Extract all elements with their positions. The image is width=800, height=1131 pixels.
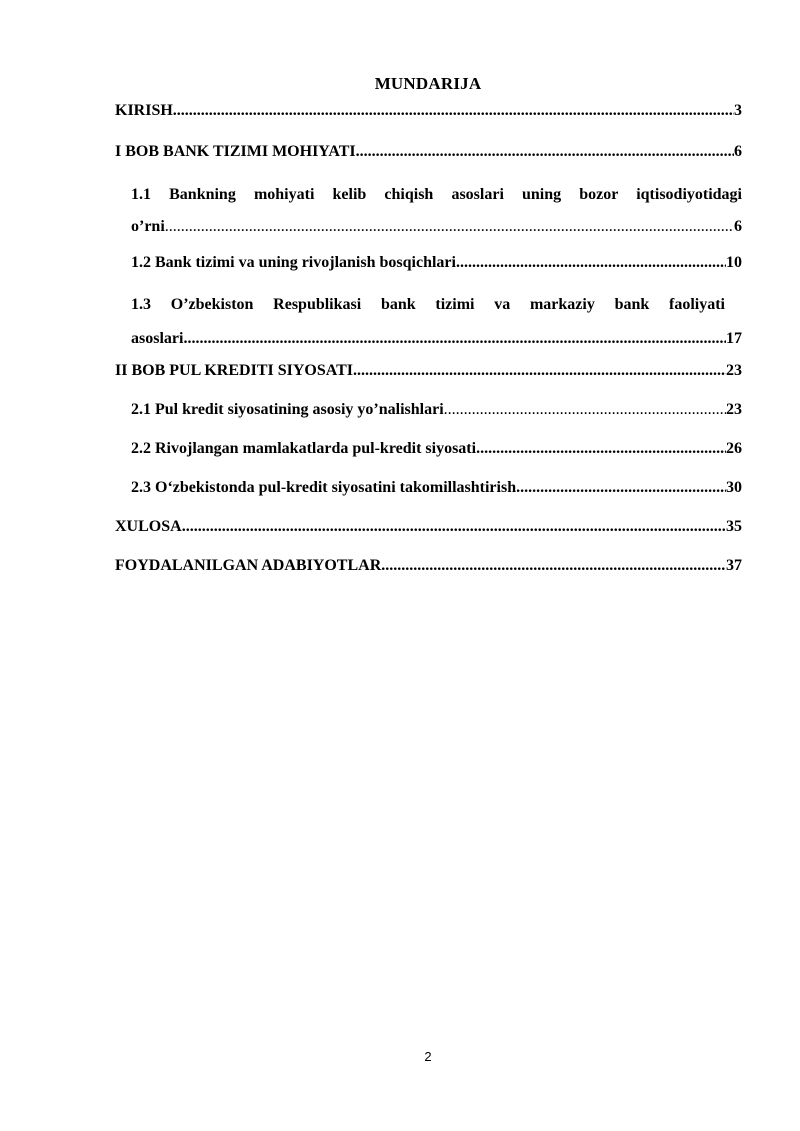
toc-entry-section-1-2[interactable] xyxy=(131,252,742,274)
toc-entry-chapter-1[interactable] xyxy=(115,141,742,163)
toc-entry-section-2-3[interactable] xyxy=(131,477,742,499)
page-title: MUNDARIJA xyxy=(374,74,482,93)
toc-leader-dots xyxy=(516,477,726,499)
toc-entry-label: XULOSA xyxy=(115,518,182,535)
toc-leader-dots xyxy=(183,322,726,356)
toc-leader-dots xyxy=(353,360,726,382)
toc-entry-label-line2: asoslari xyxy=(131,330,184,347)
toc-entry-label: KIRISH xyxy=(115,102,173,119)
toc-leader-dots xyxy=(381,555,726,577)
toc-entry-section-2-1[interactable] xyxy=(131,399,742,421)
toc-leader-dots xyxy=(444,399,726,421)
toc-page-number: 10 xyxy=(726,254,742,271)
toc-entry-label: 2.1 Pul kredit siyosatining asosiy yo’nalishlari xyxy=(131,401,444,418)
toc-entry-label: I BOB BANK TIZIMI MOHIYATI xyxy=(115,143,356,160)
toc-entry-label-line1: 1.1 Bankning mohiyati kelib chiqish asoslari uning bozor iqtisodiyotidagi xyxy=(131,186,742,203)
toc-page-number: 3 xyxy=(734,102,742,119)
toc-entry-label: 1.2 Bank tizimi va uning rivojlanish bosqichlari xyxy=(131,254,456,271)
toc-page-number: 6 xyxy=(734,218,742,235)
toc-leader-dots xyxy=(356,141,734,163)
toc-entry-kirish[interactable] xyxy=(115,100,742,122)
toc-entry-label: 2.3 O‘zbekistonda pul-kredit siyosatini takomillashtirish xyxy=(131,479,517,496)
toc-entry-section-1-1[interactable] xyxy=(131,179,742,243)
toc-entry-section-2-2[interactable] xyxy=(131,438,742,460)
toc-page-number: 17 xyxy=(726,330,742,347)
toc-page-number: 23 xyxy=(726,401,742,418)
toc-leader-dots xyxy=(182,516,726,538)
toc-page-number: 37 xyxy=(726,557,742,574)
toc-leader-dots xyxy=(173,100,734,122)
toc-entry-label: II BOB PUL KREDITI SIYOSATI xyxy=(115,362,353,379)
toc-entry-label: FOYDALANILGAN ADABIYOTLAR xyxy=(115,557,382,574)
toc-entry-label: 2.2 Rivojlangan mamlakatlarda pul-kredit siyosati xyxy=(131,440,477,457)
toc-leader-dots xyxy=(476,438,726,460)
toc-page-number: 6 xyxy=(734,143,742,160)
toc-page-number: 23 xyxy=(726,362,742,379)
toc-leader-dots xyxy=(456,252,726,274)
toc-entry-section-1-3[interactable] xyxy=(131,288,742,356)
toc-entry-xulosa[interactable] xyxy=(115,516,742,538)
toc-entry-label-line2: o’rni xyxy=(131,218,165,235)
toc-entry-chapter-2[interactable] xyxy=(115,360,742,382)
toc-entry-adabiyotlar[interactable] xyxy=(115,555,742,577)
toc-entry-label-line1: 1.3 O’zbekiston Respublikasi bank tizimi va markaziy bank faoliyati xyxy=(131,296,725,313)
page-number-footer: 2 xyxy=(424,1049,432,1064)
toc-page-number: 30 xyxy=(726,479,742,496)
toc-page-number: 35 xyxy=(726,518,742,535)
toc-leader-dots xyxy=(165,211,734,243)
toc-page-number: 26 xyxy=(726,440,742,457)
